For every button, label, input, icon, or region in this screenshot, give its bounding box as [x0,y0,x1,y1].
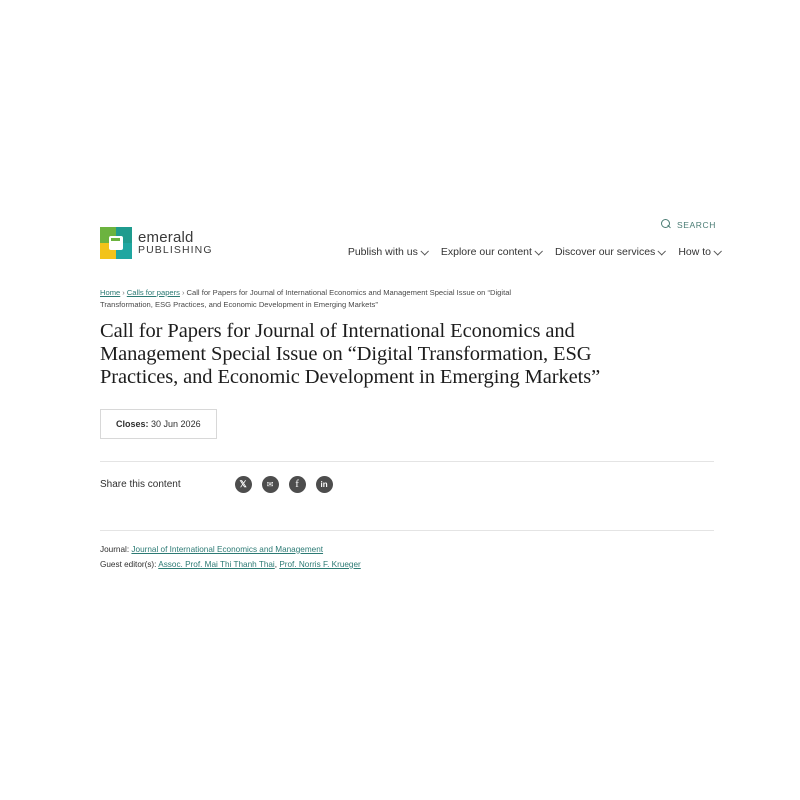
logo-wordmark [138,230,213,257]
linkedin-icon[interactable]: in [316,476,333,493]
nav-item-label: How to [678,246,711,258]
nav-item-discover-our-services[interactable] [555,246,664,258]
editor-separator: , [274,559,278,569]
breadcrumb-separator: › [181,288,185,297]
emerald-publishing-logo[interactable] [100,227,213,259]
divider [100,530,714,531]
guest-editors-row [100,557,714,572]
emerald-logo-icon [100,227,132,259]
guest-editor-link-2[interactable]: Prof. Norris F. Krueger [279,559,361,569]
share-label: Share this content [100,479,181,491]
breadcrumb-link-calls-for-papers[interactable]: Calls for papers [126,288,180,297]
nav-item-how-to[interactable] [678,246,720,258]
main-navigation [348,246,720,258]
publication-meta [100,542,714,572]
journal-link[interactable]: Journal of International Economics and Management [131,544,324,554]
share-bar [100,462,714,508]
journal-label: Journal: [100,544,130,554]
nav-item-label: Explore our content [440,246,532,258]
search-button[interactable] [661,219,716,230]
search-icon [661,219,672,230]
nav-item-explore-our-content[interactable] [441,246,541,258]
site-header [86,205,728,280]
closes-date-box [100,409,217,439]
guest-editor-link-1[interactable]: Assoc. Prof. Mai Thi Thanh Thai [158,559,275,569]
browser-viewport [86,205,728,597]
chevron-down-icon [713,247,721,255]
closes-label: Closes: [116,418,149,429]
logo-word-publishing: PUBLISHING [138,244,213,257]
chevron-down-icon [658,247,666,255]
logo-word-emerald: emerald [138,228,194,246]
breadcrumb [100,280,530,311]
chevron-down-icon [534,247,542,255]
chevron-down-icon [420,247,428,255]
email-icon[interactable]: ✉ [262,476,279,493]
x-twitter-icon[interactable]: 𝕏 [235,476,252,493]
closes-date: 30 Jun 2026 [151,418,201,429]
page-title: Call for Papers for Journal of International Economics and Management Special Issue on “Digital Transformation, ESG Practices, and Economic Development in Emerging Markets” [100,319,601,389]
breadcrumb-link-home[interactable]: Home [100,288,121,297]
journal-row [100,542,714,557]
breadcrumb-current-page: Call for Papers for Journal of International Economics and Management Special Issue on “Digital Transformation, ESG Practices, and Economic Development in Emerging Markets” [100,288,512,309]
share-icon-list [235,476,333,493]
nav-item-publish-with-us[interactable] [348,246,427,258]
facebook-icon[interactable]: f [289,476,306,493]
nav-item-label: Publish with us [347,246,418,258]
search-label: SEARCH [676,219,716,230]
breadcrumb-separator: › [122,288,125,297]
nav-item-label: Discover our services [554,246,656,258]
guest-editors-label: Guest editor(s): [100,559,157,569]
